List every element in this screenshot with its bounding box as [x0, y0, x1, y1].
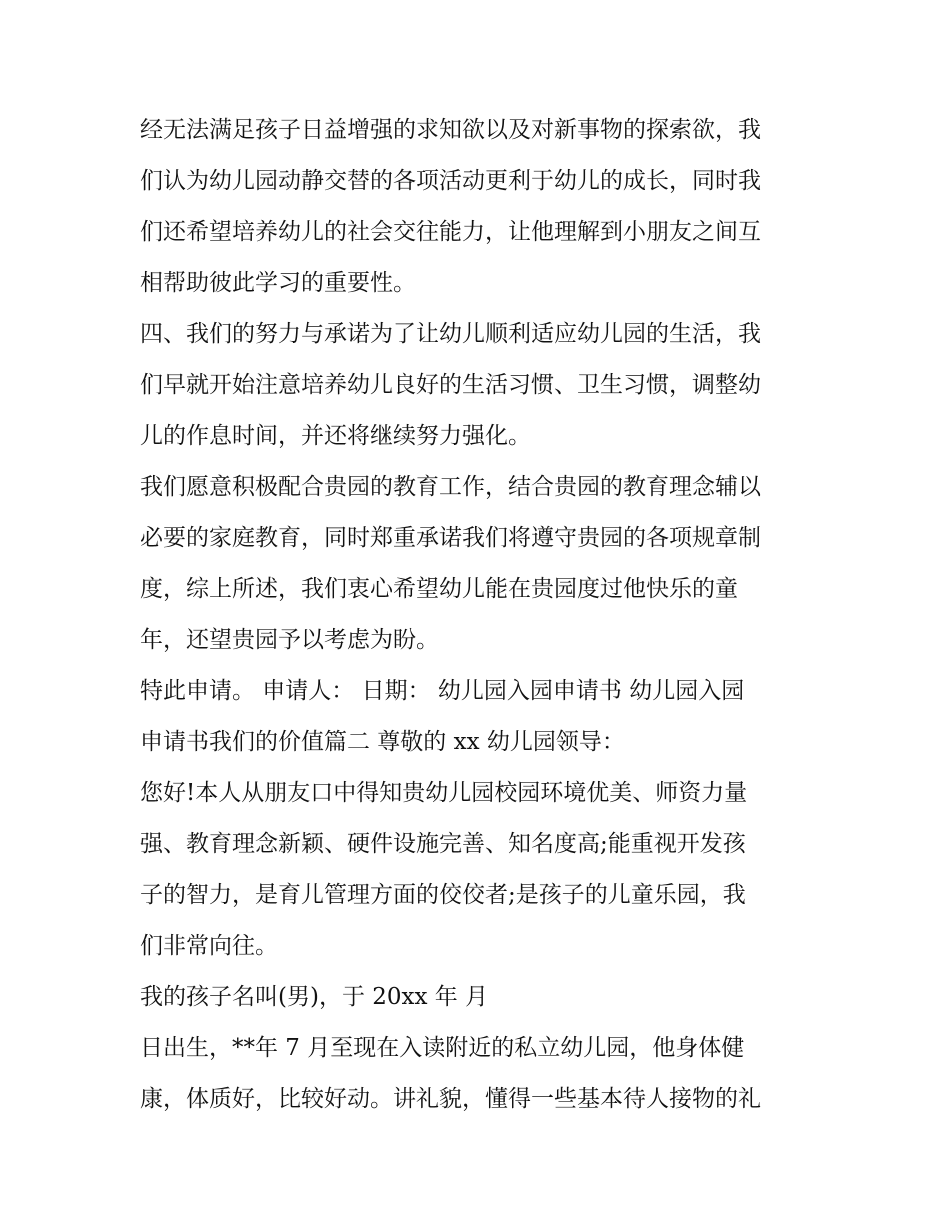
text-line: 们非常向往。	[140, 933, 278, 959]
text-line: 年，还望贵园予以考虑为盼。	[140, 627, 439, 653]
text-line: 们认为幼儿园动静交替的各项活动更利于幼儿的成长，同时我	[140, 168, 761, 194]
text-line: 强、教育理念新颖、硬件设施完善、知名度高;能重视开发孩	[140, 831, 746, 857]
text-line: 您好!本人从朋友口中得知贵幼儿园校园环境优美、师资力量	[140, 780, 748, 806]
text-line: 我的孩子名叫(男)，于 20xx 年 月	[140, 984, 489, 1010]
text-line: 特此申请。 申请人： 日期： 幼儿园入园申请书 幼儿园入园	[140, 678, 745, 704]
text-line: 度，综上所述，我们衷心希望幼儿能在贵园度过他快乐的童	[140, 576, 738, 602]
text-line: 经无法满足孩子日益增强的求知欲以及对新事物的探索欲，我	[140, 117, 761, 143]
text-line: 日出生，**年 7 月至现在入读附近的私立幼儿园，他身体健	[140, 1035, 745, 1061]
text-line: 们还希望培养幼儿的社会交往能力，让他理解到小朋友之间互	[140, 219, 761, 245]
text-line: 我们愿意积极配合贵园的教育工作，结合贵园的教育理念辅以	[140, 474, 761, 500]
text-line: 康，体质好，比较好动。讲礼貌，懂得一些基本待人接物的礼	[140, 1086, 761, 1112]
text-line: 必要的家庭教育，同时郑重承诺我们将遵守贵园的各项规章制	[140, 525, 761, 551]
body-text	[140, 105, 830, 1125]
text-line: 子的智力，是育儿管理方面的佼佼者;是孩子的儿童乐园，我	[140, 882, 746, 908]
text-line: 相帮助彼此学习的重要性。	[140, 270, 416, 296]
text-line: 申请书我们的价值篇二 尊敬的 xx 幼儿园领导：	[140, 729, 625, 755]
text-line: 四、我们的努力与承诺为了让幼儿顺利适应幼儿园的生活，我	[140, 321, 761, 347]
text-line: 们早就开始注意培养幼儿良好的生活习惯、卫生习惯，调整幼	[140, 372, 761, 398]
text-line: 儿的作息时间，并还将继续努力强化。	[140, 423, 531, 449]
